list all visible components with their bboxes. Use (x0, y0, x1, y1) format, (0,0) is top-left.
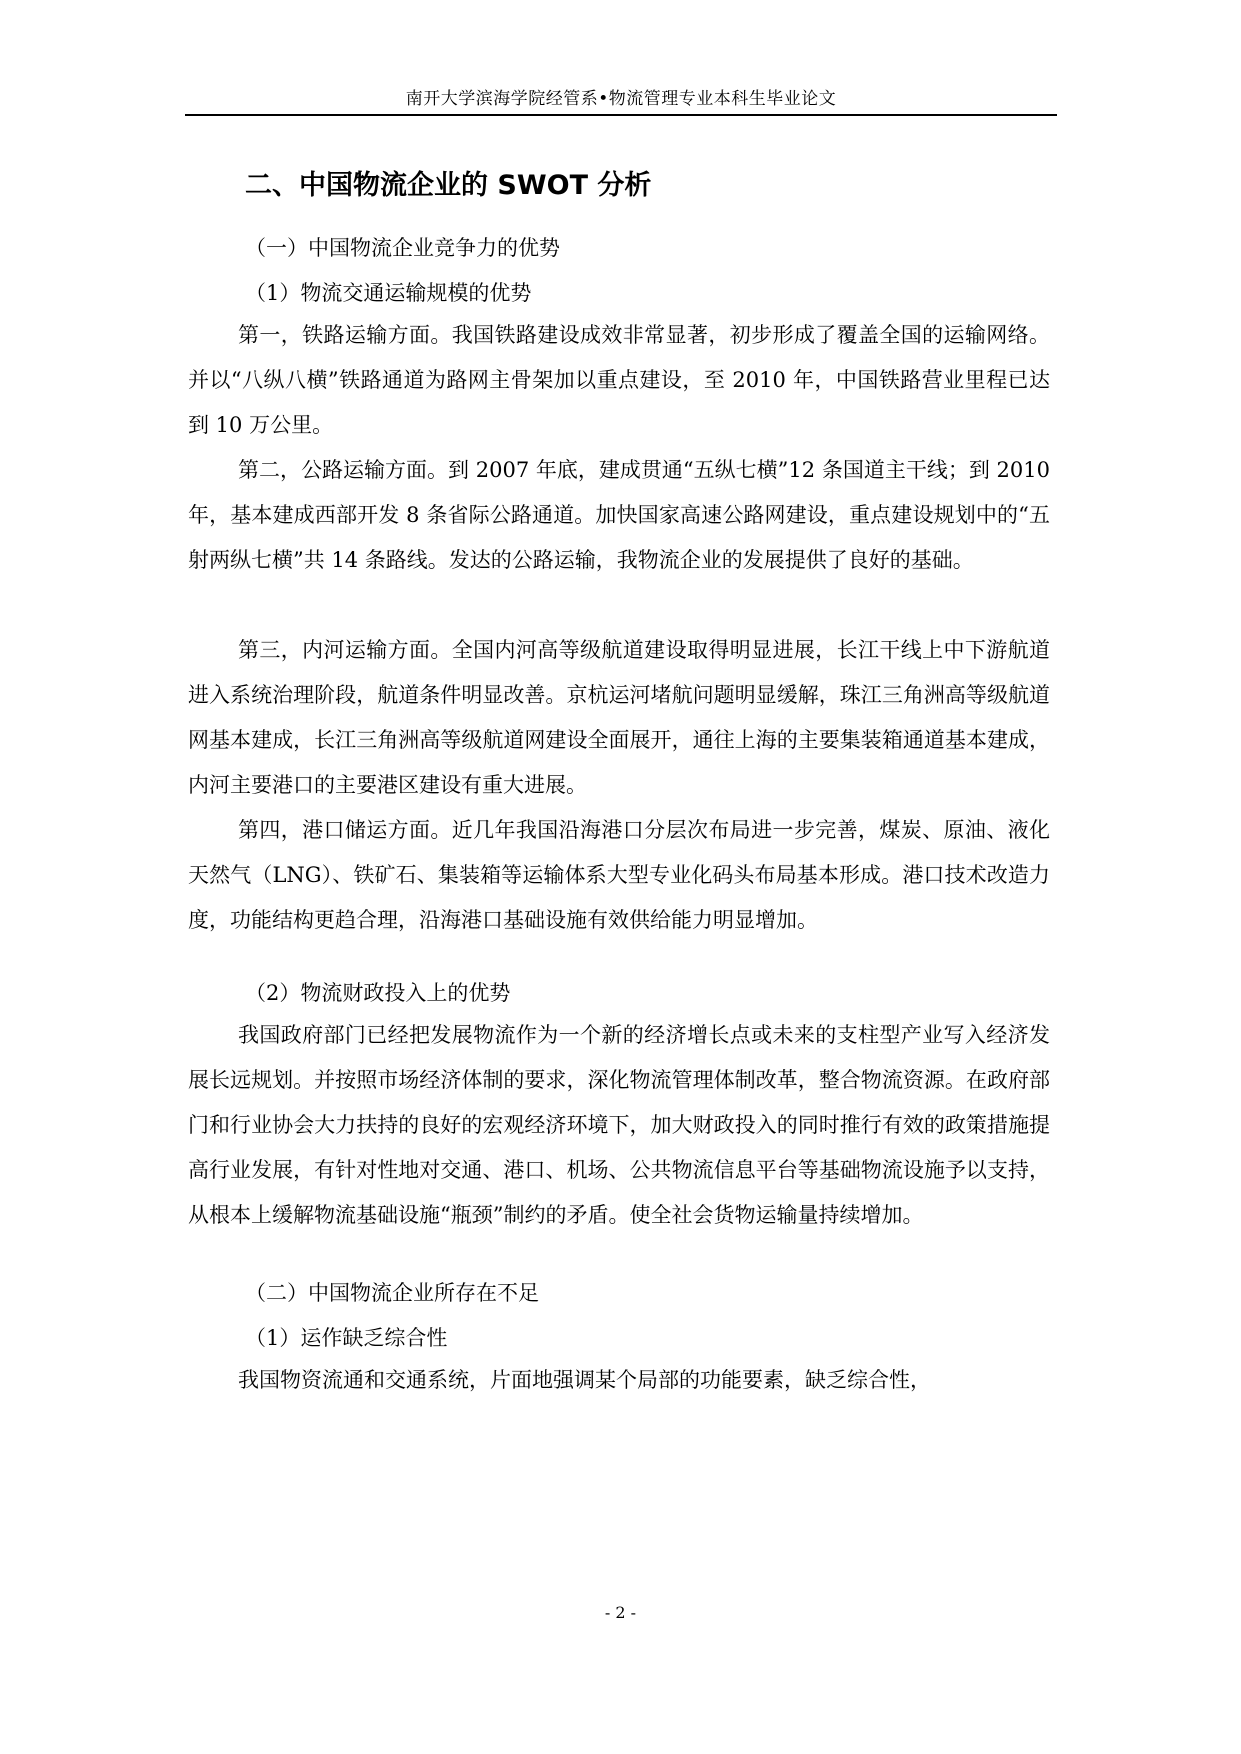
paragraph-inland-waterway: 第三，内河运输方面。全国内河高等级航道建设取得明显进展，长江干线上中下游航道进入系统治理阶段，航道条件明显改善。京杭运河堵航问题明显缓解，珠江三角洲高等级航道网基本建成，长江三角洲高等级航道网建设全面展开，通往上海的主要集装箱通道基本建成，内河主要港口的主要港区建设有重大进展。 (188, 638, 1050, 797)
paragraph-fiscal-investment: 我国政府部门已经把发展物流作为一个新的经济增长点或未来的支柱型产业写入经济发展长远规划。并按照市场经济体制的要求，深化物流管理体制改革，整合物流资源。在政府部门和行业协会大力扶持的良好的宏观经济环境下，加大财政投入的同时推行有效的政策措施提高行业发展，有针对性地对交通、港口、机场、公共物流信息平台等基础物流设施予以支持，从根本上缓解物流基础设施“瓶颈”制约的矛盾。使全社会货物运输量持续增加。 (188, 1023, 1050, 1227)
paragraph-port-storage: 第四，港口储运方面。近几年我国沿海港口分层次布局进一步完善，煤炭、原油、液化天然气（LNG）、铁矿石、集装箱等运输体系大型专业化码头布局基本形成。港口技术改造力度，功能结构更趋合理，沿海港口基础设施有效供给能力明显增加。 (188, 818, 1050, 932)
section-heading: 二、中国物流企业的 SWOT 分析 (245, 170, 652, 201)
header-rule (185, 114, 1057, 116)
item-heading-transport-scale: （1）物流交通运输规模的优势 (245, 281, 532, 305)
paragraph-railway: 第一，铁路运输方面。我国铁路建设成效非常显著，初步形成了覆盖全国的运输网络。并以“八纵八横”铁路通道为路网主骨架加以重点建设，至 2010 年，中国铁路营业里程已达到 10 万公里。 (188, 323, 1050, 437)
paragraph-highway: 第二，公路运输方面。到 2007 年底，建成贯通“五纵七横”12 条国道主干线；到 2010 年，基本建成西部开发 8 条省际公路通道。加快国家高速公路网建设，重点建设规划中的“五射两纵七横”共 14 条路线。发达的公路运输，我物流企业的发展提供了良好的基础。 (188, 458, 1050, 572)
paragraph-lack-of-integration: 我国物资流通和交通系统，片面地强调某个局部的功能要素，缺乏综合性， (238, 1368, 931, 1392)
subsection-heading-advantages: （一）中国物流企业竞争力的优势 (245, 236, 560, 260)
item-heading-lack-of-integration: （1）运作缺乏综合性 (245, 1326, 448, 1350)
running-header: 南开大学滨海学院经管系•物流管理专业本科生毕业论文 (405, 89, 837, 109)
page-number: - 2 - (604, 1603, 637, 1622)
subsection-heading-shortcomings: （二）中国物流企业所存在不足 (245, 1281, 539, 1305)
item-heading-fiscal-investment: （2）物流财政投入上的优势 (245, 981, 511, 1005)
